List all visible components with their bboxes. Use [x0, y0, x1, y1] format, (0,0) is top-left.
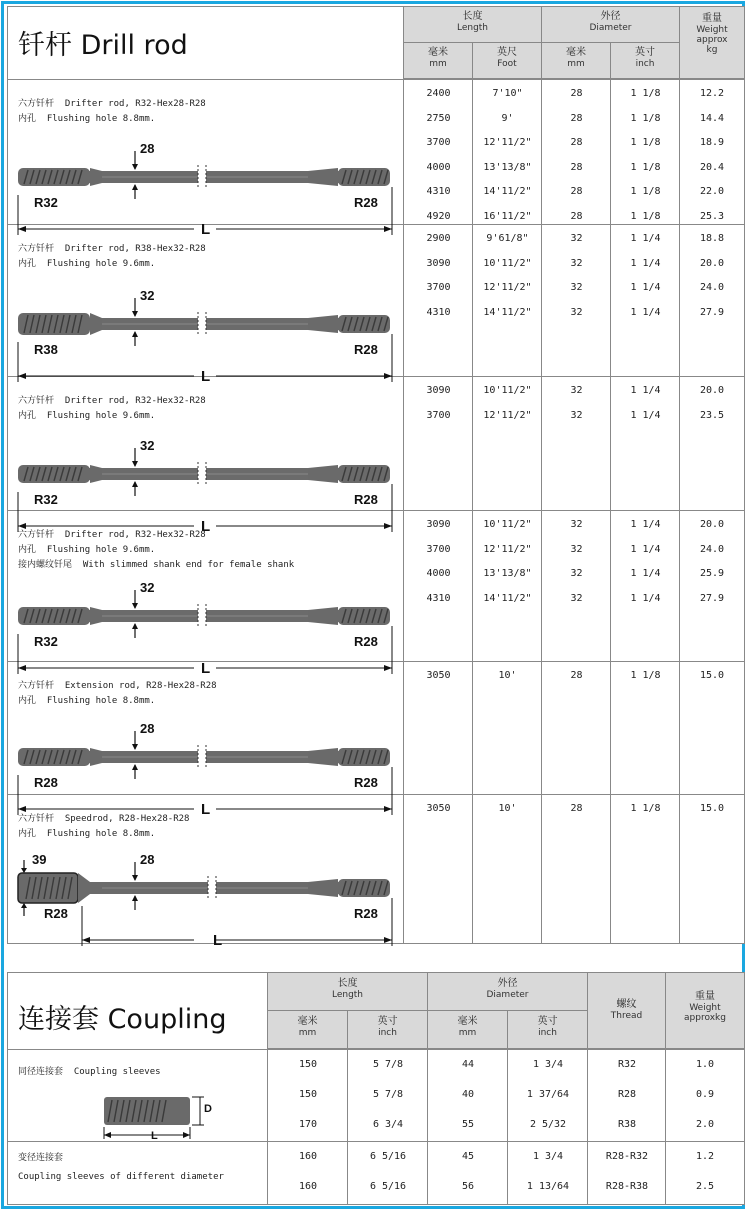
coupling-cell-thread: R28-R38: [605, 1181, 649, 1192]
cell-inch: 1 1/4: [630, 306, 661, 318]
hex-size-label: 28: [140, 721, 155, 736]
cell-inch: 1 1/8: [630, 803, 661, 814]
rod-drawing: [18, 860, 392, 946]
cell-dmm: 32: [570, 306, 583, 318]
cell-mm: 2900: [426, 233, 451, 244]
cell-mm: 4310: [426, 186, 451, 198]
cell-inch: 1 1/8: [630, 112, 661, 124]
diameter-label: D: [204, 1103, 212, 1115]
break-gap: [208, 876, 216, 900]
cell-kg: 27.9: [699, 592, 725, 604]
coupling-cell-dinch: 1 3/4: [532, 1151, 564, 1162]
cell-mm: 3700: [426, 282, 451, 294]
coupling-cell-dmm: 56: [461, 1181, 475, 1192]
product-description: 内孔 Flushing hole 8.8mm.: [18, 114, 156, 124]
coupling-description: Coupling sleeves of different diameter: [18, 1172, 224, 1182]
cell-kg: 20.4: [699, 161, 725, 173]
head-diameter-label: 39: [32, 852, 47, 867]
diameter-inch-header: 英寸 inch: [611, 43, 680, 79]
cell-ft: 10'11/2": [483, 519, 532, 530]
hex-size-label: 32: [140, 288, 155, 303]
right-thread-label: R28: [354, 492, 378, 507]
hex-size-label: 32: [140, 580, 155, 595]
product-description: 接内螺纹钎尾 With slimmed shank end for female shank: [18, 560, 295, 570]
coupling-cell-dinch: 1 37/64: [526, 1089, 570, 1100]
left-thread-label: R32: [34, 634, 58, 649]
cell-mm: 2750: [426, 112, 451, 124]
coupling-length-header: 长度 Length: [268, 973, 428, 1011]
break-gap: [198, 165, 206, 189]
cell-inch: 1 1/4: [630, 257, 661, 269]
cell-dmm: 28: [570, 186, 583, 198]
weight-header: 重量 Weight approx kg: [680, 7, 744, 79]
coupling-cell-inch: 6 5/16: [369, 1181, 407, 1192]
coupling-cell-kg: 0.9: [695, 1089, 715, 1100]
left-thread-label: R28: [44, 906, 68, 921]
coupling-cell-inch: 5 7/8: [372, 1059, 404, 1070]
cell-dmm: 32: [570, 257, 583, 269]
length-label: L: [201, 221, 211, 238]
cell-ft: 10'11/2": [483, 257, 532, 269]
cell-kg: 27.9: [699, 306, 725, 318]
cell-inch: 1 1/4: [630, 409, 661, 421]
right-thread-label: R28: [354, 906, 378, 921]
cell-dmm: 32: [570, 519, 583, 530]
length-label: L: [201, 368, 211, 385]
product-description: 内孔 Flushing hole 8.8mm.: [18, 829, 156, 839]
length-foot-header: 英尺 Foot: [473, 43, 542, 79]
left-thread-label: R32: [34, 195, 58, 210]
cell-inch: 1 1/8: [630, 161, 661, 173]
length-mm-header: 毫米 mm: [404, 43, 473, 79]
cell-kg: 12.2: [699, 88, 725, 99]
cell-ft: 13'13/8": [483, 568, 532, 580]
coupling-cell-thread: R28-R32: [605, 1151, 649, 1162]
cell-inch: 1 1/4: [630, 543, 661, 555]
cell-kg: 15.0: [699, 670, 725, 681]
product-description: 六方钎杆 Drifter rod, R32-Hex32-R28: [18, 396, 206, 406]
cell-ft: 12'11/2": [483, 137, 532, 149]
cell-dmm: 32: [570, 543, 583, 555]
cell-ft: 14'11/2": [483, 186, 532, 198]
cell-mm: 4920: [426, 211, 451, 222]
thread-header: 螺纹 Thread: [588, 973, 666, 1049]
cell-ft: 14'11/2": [483, 592, 532, 604]
coupling-cell-thread: R38: [617, 1119, 637, 1130]
length-label: L: [201, 518, 211, 535]
coupling-weight-header: 重量 Weight approxkg: [666, 973, 744, 1049]
cell-dmm: 32: [570, 385, 583, 396]
right-thread-label: R28: [354, 634, 378, 649]
cell-dmm: 28: [570, 803, 583, 814]
cell-mm: 3700: [426, 137, 451, 149]
cell-inch: 1 1/4: [630, 282, 661, 294]
cell-ft: 13'13/8": [483, 161, 532, 173]
cell-dmm: 32: [570, 568, 583, 580]
coupling-cell-dinch: 2 5/32: [529, 1119, 567, 1130]
coupling-cell-inch: 6 5/16: [369, 1151, 407, 1162]
cell-mm: 3090: [426, 519, 451, 530]
product-description: 六方钎杆 Drifter rod, R32-Hex28-R28: [18, 99, 206, 109]
product-description: 内孔 Flushing hole 9.6mm.: [18, 545, 156, 555]
product-description: 六方钎杆 Speedrod, R28-Hex28-R28: [18, 814, 190, 824]
cell-kg: 15.0: [699, 803, 725, 814]
coupling-cell-thread: R32: [617, 1059, 637, 1070]
cell-ft: 12'11/2": [483, 282, 532, 294]
cell-mm: 3050: [426, 803, 451, 814]
drill-rod-title: 钎杆 Drill rod: [18, 30, 188, 61]
hex-size-label: 28: [140, 141, 155, 156]
product-description: 内孔 Flushing hole 8.8mm.: [18, 696, 156, 706]
length-label: L: [201, 660, 211, 677]
coupling-cell-dmm: 44: [461, 1059, 475, 1070]
cell-ft: 16'11/2": [483, 211, 532, 222]
product-description: 六方钎杆 Extension rod, R28-Hex28-R28: [18, 681, 217, 691]
cell-dmm: 32: [570, 409, 583, 421]
coupling-cell-thread: R28: [617, 1089, 637, 1100]
break-gap: [198, 745, 206, 769]
cell-kg: 25.9: [699, 568, 725, 580]
cell-dmm: 32: [570, 282, 583, 294]
coupling-cell-dinch: 1 3/4: [532, 1059, 564, 1070]
coupling-description: 变径连接套: [18, 1153, 64, 1163]
cell-dmm: 28: [570, 161, 583, 173]
cell-mm: 4310: [426, 306, 451, 318]
cell-inch: 1 1/4: [630, 519, 661, 530]
cell-dmm: 32: [570, 233, 583, 244]
cell-inch: 1 1/8: [630, 211, 661, 222]
coupling-length-label: L: [151, 1130, 158, 1142]
coupling-cell-kg: 1.0: [695, 1059, 715, 1070]
left-thread-label: R38: [34, 342, 58, 357]
length-header: 长度 Length: [404, 7, 542, 43]
break-gap: [198, 462, 206, 486]
cell-kg: 22.0: [699, 186, 725, 198]
coupling-cell-kg: 1.2: [695, 1151, 715, 1162]
cell-ft: 12'11/2": [483, 543, 532, 555]
coupling-cell-dmm: 40: [461, 1089, 475, 1100]
coupling-cell-mm: 150: [298, 1089, 318, 1100]
product-description: 内孔 Flushing hole 9.6mm.: [18, 259, 156, 269]
left-thread-label: R28: [34, 775, 58, 790]
coupling-cell-mm: 160: [298, 1181, 318, 1192]
right-thread-label: R28: [354, 775, 378, 790]
coupling-length-inch-header: 英寸 inch: [348, 1011, 428, 1049]
right-thread-label: R28: [354, 195, 378, 210]
cell-dmm: 28: [570, 112, 583, 124]
cell-kg: 20.0: [699, 257, 725, 269]
right-thread-label: R28: [354, 342, 378, 357]
coupling-cell-kg: 2.0: [695, 1119, 715, 1130]
break-gap: [198, 312, 206, 336]
diameter-mm-header: 毫米 mm: [542, 43, 611, 79]
cell-kg: 18.8: [699, 233, 725, 244]
break-gap: [198, 604, 206, 628]
cell-kg: 14.4: [699, 112, 725, 124]
cell-ft: 9'61/8": [486, 233, 529, 244]
cell-ft: 9': [501, 112, 514, 124]
row-divider: [8, 1049, 744, 1050]
cell-dmm: 28: [570, 670, 583, 681]
cell-dmm: 28: [570, 137, 583, 149]
coupling-cell-dmm: 45: [461, 1151, 475, 1162]
coupling-cell-inch: 6 3/4: [372, 1119, 404, 1130]
cell-ft: 10'11/2": [483, 385, 532, 396]
cell-mm: 3700: [426, 543, 451, 555]
product-description: 六方钎杆 Drifter rod, R32-Hex32-R28: [18, 530, 206, 540]
hex-size-label: 32: [140, 438, 155, 453]
sleeve-body: [104, 1097, 190, 1125]
coupling-diameter-mm-header: 毫米 mm: [428, 1011, 508, 1049]
cell-inch: 1 1/8: [630, 670, 661, 681]
cell-kg: 24.0: [699, 543, 725, 555]
coupling-cell-inch: 5 7/8: [372, 1089, 404, 1100]
cell-inch: 1 1/4: [630, 385, 661, 396]
row-divider: [8, 79, 744, 80]
coupling-diameter-inch-header: 英寸 inch: [508, 1011, 588, 1049]
cell-ft: 10': [498, 670, 517, 681]
drill-rod-table: [7, 6, 745, 949]
cell-mm: 4000: [426, 161, 451, 173]
cell-kg: 25.3: [699, 211, 725, 222]
cell-inch: 1 1/8: [630, 186, 661, 198]
coupling-diameter-header: 外径 Diameter: [428, 973, 588, 1011]
cell-inch: 1 1/4: [630, 568, 661, 580]
coupling-cell-dmm: 55: [461, 1119, 475, 1130]
cell-inch: 1 1/4: [630, 592, 661, 604]
cell-inch: 1 1/8: [630, 137, 661, 149]
cell-ft: 7'10": [492, 88, 523, 99]
coupling-title: 连接套 Coupling: [18, 1004, 227, 1035]
cell-mm: 3090: [426, 385, 451, 396]
cell-inch: 1 1/4: [630, 233, 661, 244]
coupling-illustration: [94, 1093, 224, 1143]
diameter-header: 外径 Diameter: [542, 7, 680, 43]
cell-mm: 4000: [426, 568, 451, 580]
cell-dmm: 28: [570, 88, 583, 99]
coupling-description: 同径连接套 Coupling sleeves: [18, 1067, 161, 1077]
coupling-cell-mm: 150: [298, 1059, 318, 1070]
cell-kg: 18.9: [699, 137, 725, 149]
coupling-length-mm-header: 毫米 mm: [268, 1011, 348, 1049]
rod-illustration: [12, 850, 402, 950]
cell-inch: 1 1/8: [630, 88, 661, 99]
left-thread-label: R32: [34, 492, 58, 507]
hex-size-label: 28: [140, 852, 155, 867]
coupling-cell-dinch: 1 13/64: [526, 1181, 570, 1192]
cell-kg: 23.5: [699, 409, 725, 421]
cell-mm: 3090: [426, 257, 451, 269]
cell-mm: 4310: [426, 592, 451, 604]
cell-kg: 24.0: [699, 282, 725, 294]
cell-kg: 20.0: [699, 385, 725, 396]
coupling-table: [7, 972, 745, 1205]
length-label: L: [201, 801, 211, 818]
cell-ft: 12'11/2": [483, 409, 532, 421]
product-description: 六方钎杆 Drifter rod, R38-Hex32-R28: [18, 244, 206, 254]
coupling-cell-mm: 160: [298, 1151, 318, 1162]
cell-ft: 14'11/2": [483, 306, 532, 318]
product-description: 内孔 Flushing hole 9.6mm.: [18, 411, 156, 421]
cell-dmm: 32: [570, 592, 583, 604]
coupling-cell-kg: 2.5: [695, 1181, 715, 1192]
cell-ft: 10': [498, 803, 517, 814]
cell-mm: 3700: [426, 409, 451, 421]
coupling-cell-mm: 170: [298, 1119, 318, 1130]
cell-mm: 2400: [426, 88, 451, 99]
length-label: L: [213, 932, 223, 949]
cell-dmm: 28: [570, 211, 583, 222]
cell-kg: 20.0: [699, 519, 725, 530]
cell-mm: 3050: [426, 670, 451, 681]
